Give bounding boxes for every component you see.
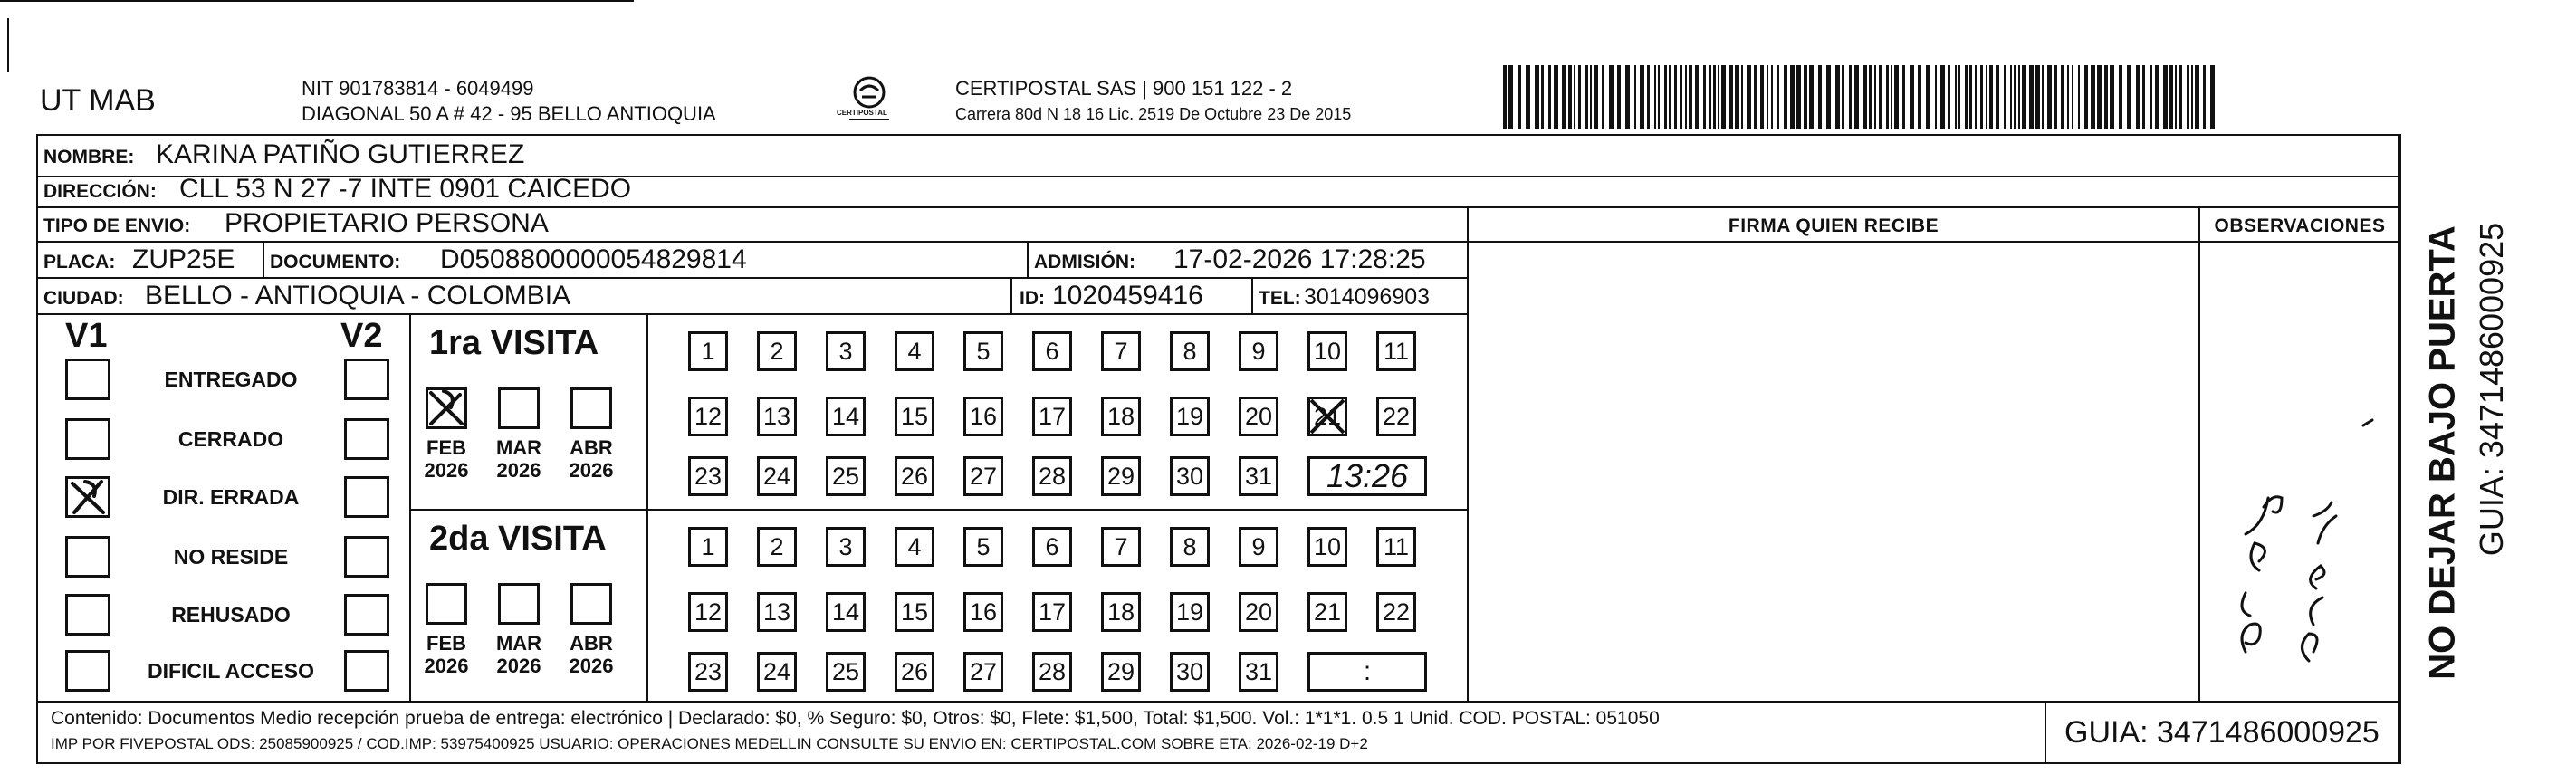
day-box[interactable]: 13 <box>757 397 797 436</box>
v1-checkbox[interactable] <box>65 418 110 460</box>
shipping-type: PROPIETARIO PERSONA <box>225 208 549 238</box>
day-box[interactable]: 30 <box>1170 652 1210 692</box>
barcode-bar <box>1975 65 1977 129</box>
status-label: CERRADO <box>177 427 284 451</box>
barcode-bar <box>2010 65 2012 129</box>
recipient-name: KARINA PATIÑO GUTIERREZ <box>156 139 525 169</box>
day-box[interactable]: 9 <box>1239 527 1278 567</box>
month-checkbox[interactable] <box>498 583 540 625</box>
barcode-bar <box>1747 65 1751 129</box>
barcode-bar <box>2169 65 2173 129</box>
day-box[interactable]: 27 <box>963 652 1003 692</box>
barcode-bar <box>1518 65 1521 129</box>
day-box[interactable]: 10 <box>1307 331 1347 371</box>
day-box[interactable]: 20 <box>1239 592 1278 632</box>
day-box[interactable]: 1 <box>688 527 728 567</box>
barcode-bar <box>1760 65 1764 129</box>
barcode-bar <box>2084 65 2088 129</box>
v2-checkbox[interactable] <box>344 476 389 518</box>
barcode-bar <box>2104 65 2108 129</box>
month-checkbox[interactable] <box>498 387 540 429</box>
v1-checkbox[interactable] <box>65 476 110 518</box>
barcode-bar <box>1784 65 1787 129</box>
check-mark-icon <box>65 476 110 518</box>
barcode-bar <box>1594 65 1598 129</box>
barcode-bar <box>2022 65 2026 129</box>
day-box[interactable]: 6 <box>1032 331 1072 371</box>
document-value: D0508800000054829814 <box>440 244 747 274</box>
barcode-bar <box>1689 65 1692 129</box>
barcode-bar <box>1685 65 1687 129</box>
barcode-bar <box>1541 65 1544 129</box>
barcode-bar <box>1647 65 1650 129</box>
day-box[interactable]: 5 <box>963 527 1003 567</box>
day-box[interactable]: 18 <box>1101 397 1141 436</box>
barcode-bar <box>1585 65 1588 129</box>
barcode-bar <box>1654 65 1656 129</box>
day-box[interactable]: 5 <box>963 331 1003 371</box>
barcode-bar <box>1790 65 1795 129</box>
barcode-bar <box>2035 65 2040 129</box>
day-box[interactable]: 17 <box>1032 592 1072 632</box>
barcode-bar <box>1664 65 1667 129</box>
day-box[interactable]: 14 <box>826 397 866 436</box>
barcode-bar <box>1869 65 1872 129</box>
day-box[interactable]: 22 <box>1376 397 1416 436</box>
day-box[interactable]: 25 <box>826 456 866 496</box>
barcode-bar <box>1625 65 1630 129</box>
barcode-bar <box>1574 65 1575 129</box>
day-box[interactable]: 21 <box>1307 397 1347 436</box>
barcode-bar <box>2047 65 2052 129</box>
id-value: 1020459416 <box>1052 281 1203 311</box>
barcode-bar <box>1526 65 1530 129</box>
day-box[interactable]: 22 <box>1376 592 1416 632</box>
company-name: UT MAB <box>40 83 156 118</box>
visit-time-box[interactable]: 13:26 <box>1307 456 1427 496</box>
v1-checkbox[interactable] <box>65 594 110 636</box>
day-box[interactable]: 26 <box>895 652 934 692</box>
v2-checkbox[interactable] <box>344 359 389 400</box>
barcode-bar <box>1718 65 1719 129</box>
barcode-bar <box>1754 65 1757 129</box>
barcode-bar <box>1602 65 1604 129</box>
day-box[interactable]: 16 <box>963 592 1003 632</box>
day-box[interactable]: 9 <box>1239 331 1278 371</box>
plate-label: PLACA: <box>43 252 116 272</box>
barcode-bar <box>2054 65 2057 129</box>
day-box[interactable]: 2 <box>757 331 797 371</box>
barcode-bar <box>1658 65 1660 129</box>
day-box[interactable]: 18 <box>1101 592 1141 632</box>
barcode-bar <box>1674 65 1677 129</box>
barcode-bar <box>1965 65 1968 129</box>
barcode-bar <box>1958 65 1960 129</box>
plate-value: ZUP25E <box>132 244 235 274</box>
id-label: ID: <box>1020 288 1045 309</box>
status-label: REHUSADO <box>171 603 291 626</box>
barcode-bar <box>2072 65 2073 129</box>
day-box[interactable]: 23 <box>688 456 728 496</box>
document-label: DOCUMENTO: <box>270 252 401 272</box>
barcode-bar <box>1721 65 1726 129</box>
v1-checkbox[interactable] <box>65 536 110 578</box>
company-address: DIAGONAL 50 A # 42 - 95 BELLO ANTIOQUIA <box>302 102 716 125</box>
barcode-bar <box>1910 65 1914 129</box>
day-box[interactable]: 25 <box>826 652 866 692</box>
barcode-bar <box>1879 65 1882 129</box>
day-box[interactable]: 28 <box>1032 456 1072 496</box>
barcode-bar <box>2195 65 2199 129</box>
day-box[interactable]: 29 <box>1101 652 1141 692</box>
barcode-icon <box>1503 65 2227 129</box>
day-box[interactable]: 26 <box>895 456 934 496</box>
day-box[interactable]: 23 <box>688 652 728 692</box>
day-box[interactable]: 13 <box>757 592 797 632</box>
logo-caption: CERTIPOSTAL <box>837 109 887 117</box>
barcode-bar <box>2127 65 2131 129</box>
barcode-bar <box>1989 65 1993 129</box>
barcode-bar <box>1640 65 1644 129</box>
day-box[interactable]: 17 <box>1032 397 1072 436</box>
barcode-bar <box>2136 65 2140 129</box>
barcode-bar <box>1940 65 1945 129</box>
footer-guia: GUIA: 3471486000925 <box>2064 715 2380 750</box>
tel-label: TEL: <box>1259 288 1301 309</box>
day-box[interactable]: 29 <box>1101 456 1141 496</box>
address-label: DIRECCIÓN: <box>43 181 157 202</box>
barcode-bar <box>2210 65 2215 129</box>
day-box[interactable]: 14 <box>826 592 866 632</box>
barcode-bar <box>1562 65 1566 129</box>
month-checkbox[interactable] <box>570 583 612 625</box>
scan-top-edge <box>0 0 634 2</box>
day-box[interactable]: 1 <box>688 331 728 371</box>
day-box[interactable]: 19 <box>1170 592 1210 632</box>
day-box[interactable]: 31 <box>1239 456 1278 496</box>
shipping-label: TIPO DE ENVIO: <box>43 215 191 236</box>
day-box[interactable]: 28 <box>1032 652 1072 692</box>
month-checkbox[interactable] <box>570 387 612 429</box>
day-box[interactable]: 2 <box>757 527 797 567</box>
barcode-bar <box>1709 65 1711 129</box>
day-box[interactable]: 20 <box>1239 397 1278 436</box>
check-mark-icon <box>426 387 467 429</box>
barcode-bar <box>2067 65 2069 129</box>
barcode-bar <box>2142 65 2145 129</box>
side-guia: GUIA: 3471486000925 <box>2473 222 2510 557</box>
day-box[interactable]: 3 <box>826 331 866 371</box>
day-box[interactable]: 24 <box>757 652 797 692</box>
v2-checkbox[interactable] <box>344 650 389 692</box>
barcode-bar <box>2179 65 2182 129</box>
barcode-bar <box>2061 65 2064 129</box>
name-label: NOMBRE: <box>43 147 135 167</box>
day-box[interactable]: 7 <box>1101 331 1141 371</box>
barcode-bar <box>1735 65 1739 129</box>
barcode-bar <box>1969 65 1972 129</box>
v2-checkbox[interactable] <box>344 418 389 460</box>
barcode-bar <box>1634 65 1636 129</box>
day-box[interactable]: 7 <box>1101 527 1141 567</box>
barcode-bar <box>1849 65 1852 129</box>
month-label: FEB 2026 <box>424 632 469 677</box>
barcode-bar <box>1948 65 1950 129</box>
visit-title: 1ra VISITA <box>429 324 599 362</box>
scan-left-edge <box>7 18 9 72</box>
barcode-bar <box>1902 65 1905 129</box>
barcode-bar <box>1695 65 1699 129</box>
barcode-bar <box>1590 65 1592 129</box>
barcode-bar <box>1713 65 1716 129</box>
day-box[interactable]: 6 <box>1032 527 1072 567</box>
v2-checkbox[interactable] <box>344 536 389 578</box>
status-label: DIR. ERRADA <box>162 485 300 509</box>
barcode-bar <box>1854 65 1859 129</box>
barcode-bar <box>1886 65 1889 129</box>
barcode-bar <box>1568 65 1572 129</box>
barcode-bar <box>2203 65 2206 129</box>
visit-title: 2da VISITA <box>429 520 607 558</box>
v2-checkbox[interactable] <box>344 594 389 636</box>
barcode-bar <box>1955 65 1957 129</box>
barcode-bar <box>1617 65 1621 129</box>
observations-column-header: OBSERVACIONES <box>2214 215 2386 236</box>
barcode-bar <box>1996 65 1999 129</box>
visit-time-box[interactable]: : <box>1307 652 1427 692</box>
barcode-bar <box>1804 65 1807 129</box>
status-label: DIFICIL ACCESO <box>147 659 314 683</box>
day-box[interactable]: 8 <box>1170 331 1210 371</box>
barcode-bar <box>1767 65 1768 129</box>
v1-header: V1 <box>65 317 108 355</box>
barcode-bar <box>1935 65 1937 129</box>
v2-header: V2 <box>340 317 383 355</box>
side-warning: NO DEJAR BAJO PUERTA <box>2422 225 2463 680</box>
city-value: BELLO - ANTIOQUIA - COLOMBIA <box>145 281 571 311</box>
day-box[interactable]: 24 <box>757 456 797 496</box>
barcode-bar <box>2042 65 2044 129</box>
day-box[interactable]: 4 <box>895 331 934 371</box>
barcode-bar <box>1809 65 1814 129</box>
day-box[interactable]: 12 <box>688 592 728 632</box>
day-box[interactable]: 8 <box>1170 527 1210 567</box>
barcode-bar <box>1918 65 1921 129</box>
status-label: NO RESIDE <box>173 545 289 569</box>
barcode-bar <box>2097 65 2102 129</box>
admission-label: ADMISIÓN: <box>1034 252 1135 272</box>
barcode-bar <box>1818 65 1822 129</box>
barcode-bar <box>1578 65 1581 129</box>
barcode-bar <box>2163 65 2168 129</box>
barcode-bar <box>1771 65 1773 129</box>
v1-checkbox[interactable] <box>65 359 110 400</box>
barcode-bar <box>2091 65 2095 129</box>
day-box[interactable]: 4 <box>895 527 934 567</box>
month-label: ABR 2026 <box>569 436 614 482</box>
status-label: ENTREGADO <box>164 368 298 391</box>
barcode-bar <box>1703 65 1706 129</box>
month-checkbox[interactable] <box>426 387 467 429</box>
barcode-bar <box>1503 65 1507 129</box>
barcode-bar <box>2018 65 2020 129</box>
barcode-bar <box>1796 65 1801 129</box>
day-box[interactable]: 31 <box>1239 652 1278 692</box>
barcode-bar <box>1548 65 1551 129</box>
footer-contents: Contenido: Documentos Medio recepción prueba de entrega: electrónico | Declarado: $0, % Seguro: $0, Otros: $0, Flete: $1,500, Total: $1,500. Vol.: 1*1*1. 0.5 1 Unid. COD. POSTAL: 051050 <box>51 708 1660 729</box>
barcode-bar <box>2191 65 2193 129</box>
month-label: MAR 2026 <box>495 436 542 482</box>
day-box[interactable]: 11 <box>1376 331 1416 371</box>
barcode-bar <box>2155 65 2159 129</box>
barcode-bar <box>2119 65 2122 129</box>
barcode-bar <box>1669 65 1671 129</box>
barcode-bar <box>1980 65 1983 129</box>
day-box[interactable]: 3 <box>826 527 866 567</box>
barcode-bar <box>2004 65 2006 129</box>
carrier-name: CERTIPOSTAL SAS | 900 151 122 - 2 <box>955 77 1293 100</box>
day-box[interactable]: 19 <box>1170 397 1210 436</box>
city-label: CIUDAD: <box>43 288 124 309</box>
day-box[interactable]: 27 <box>963 456 1003 496</box>
barcode-bar <box>2110 65 2114 129</box>
month-label: FEB 2026 <box>424 436 469 482</box>
barcode-bar <box>1874 65 1876 129</box>
barcode-bar <box>2014 65 2016 129</box>
barcode-bar <box>1680 65 1682 129</box>
barcode-bar <box>1609 65 1614 129</box>
day-box[interactable]: 30 <box>1170 456 1210 496</box>
signature-column-header: FIRMA QUIEN RECIBE <box>1728 215 1939 236</box>
barcode-bar <box>1894 65 1899 129</box>
footer-imp: IMP POR FIVEPOSTAL ODS: 25085900925 / COD.IMP: 53975400925 USUARIO: OPERACIONES MEDELLIN CONSULTE SU ENVIO EN: CERTIPOSTAL.COM SOBRE ETA: 2026-02-19 D+2 <box>51 735 1368 752</box>
company-nit: NIT 901783814 - 6049499 <box>302 77 534 100</box>
barcode-bar <box>1554 65 1558 129</box>
barcode-bar <box>1535 65 1539 129</box>
month-label: ABR 2026 <box>569 632 614 677</box>
day-box[interactable]: 10 <box>1307 527 1347 567</box>
month-checkbox[interactable] <box>426 583 467 625</box>
day-box[interactable]: 15 <box>895 397 934 436</box>
barcode-bar <box>1826 65 1831 129</box>
barcode-bar <box>1986 65 1987 129</box>
month-label: MAR 2026 <box>495 632 542 677</box>
barcode-bar <box>2175 65 2177 129</box>
barcode-bar <box>1729 65 1733 129</box>
barcode-bar <box>1777 65 1779 129</box>
barcode-bar <box>2029 65 2034 129</box>
day-box[interactable]: 16 <box>963 397 1003 436</box>
barcode-bar <box>1842 65 1844 129</box>
barcode-bar <box>1835 65 1840 129</box>
barcode-bar <box>1741 65 1743 129</box>
day-box[interactable]: 21 <box>1307 592 1347 632</box>
barcode-bar <box>2078 65 2080 129</box>
barcode-bar <box>1891 65 1892 129</box>
v1-checkbox[interactable] <box>65 650 110 692</box>
day-box[interactable]: 15 <box>895 592 934 632</box>
barcode-bar <box>1926 65 1930 129</box>
barcode-bar <box>2187 65 2189 129</box>
recipient-address: CLL 53 N 27 -7 INTE 0901 CAICEDO <box>179 174 632 204</box>
barcode-bar <box>1508 65 1513 129</box>
barcode-bar <box>1863 65 1867 129</box>
day-box[interactable]: 12 <box>688 397 728 436</box>
carrier-license: Carrera 80d N 18 16 Lic. 2519 De Octubre 23 De 2015 <box>955 105 1352 123</box>
day-box[interactable]: 11 <box>1376 527 1416 567</box>
admission-value: 17-02-2026 17:28:25 <box>1173 244 1426 274</box>
tel-value: 3014096903 <box>1304 284 1431 310</box>
barcode-bar <box>2150 65 2152 129</box>
